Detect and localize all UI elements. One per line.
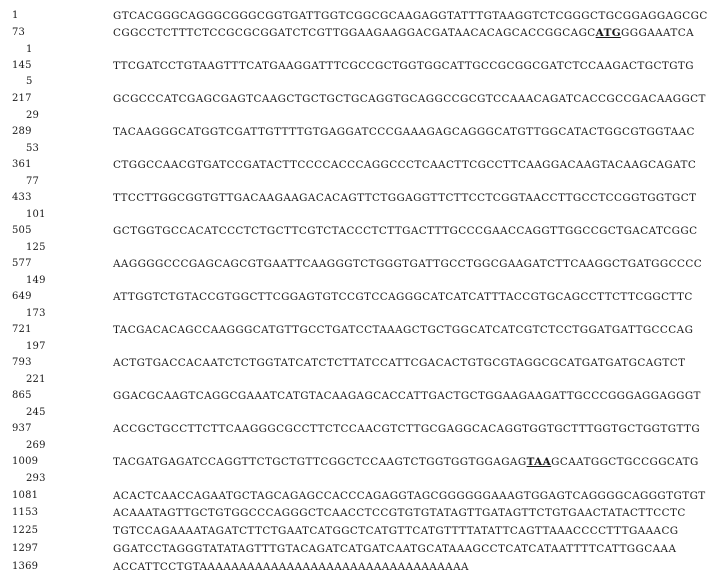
- sequence-segment: GGGAAATCA: [621, 27, 695, 39]
- nucleotide-sequence: GCGCCCATCGAGCGAGTCAAGCTGCTGCTGCAGGTGCAGGCCGCGTCCAAACAGATCACCGCCGACAAGGCT: [113, 93, 706, 105]
- nucleotide-sequence: TACAAGGGCATGGTCGATTGTTTTGTGAGGATCCCGAAAGAGCAGGGCATGTTGGCATACTGGCGTGGTAAC: [113, 126, 695, 138]
- residue-number: 5: [26, 76, 33, 87]
- nucleotide-sequence: GGATCCTAGGGTATATAGTTTGTACAGATCATGATCAATGCATAAAGCCTCATCATAATTTTCATTGGCAAA: [113, 543, 677, 555]
- nucleotide-sequence: GTCACGGGCAGGGCGGGCGGTGATTGGTCGGCGCAAGAGGTATTTGTAAGGTCTCGGGCTGCGGAGGAGCGC: [113, 10, 708, 22]
- position-number: 1369: [12, 561, 39, 572]
- sequence-segment: GCAATGGCTGCCGGCATG: [551, 456, 699, 468]
- residue-number: 197: [26, 341, 46, 352]
- residue-number: 173: [26, 308, 46, 319]
- residue-number: 125: [26, 242, 46, 253]
- nucleotide-sequence: GGACGCAAGTCAGGCGAAATCATGTACAAGAGCACCATTGACTGCTGGAAGAAGATTGCCCGGGAGGAGGGT: [113, 390, 701, 402]
- nucleotide-sequence: ACTGTGACCACAATCTCTGGTATCATCTCTTATCCATTCGACACTGTGCGTAGGCGCATGATGATGCAGTCT: [113, 357, 686, 369]
- nucleotide-sequence: TTCGATCCTGTAAGTTTCATGAAGGATTTCGCCGCTGGTGGCATTGCCGCGGCGATCTCCAAGACTGCTGTG: [113, 60, 694, 72]
- nucleotide-sequence: ATTGGTCTGTACCGTGGCTTCGGAGTGTCCGTCCAGGGCATCATCATTTACCGTGCAGCCTTCTTCGGCTTC: [113, 291, 693, 303]
- residue-number: 53: [26, 143, 40, 154]
- residue-number: 77: [26, 176, 40, 187]
- codon-highlight: TAA: [526, 456, 552, 468]
- codon-highlight: ATG: [595, 27, 622, 39]
- position-number: 721: [12, 324, 32, 335]
- residue-number: 269: [26, 440, 46, 451]
- nucleotide-sequence: ACAAATAGTTGCTGTGGCCCAGGGCTCAACCTCCGTGTGTATAGTTGATAGTTCTGTGAACTATACTTCCTC: [113, 507, 686, 519]
- nucleotide-sequence: ACCGCTGCCTTCTTCAAGGGCGCCTTCTCCAACGTCTTGCGAGGCACAGGTGGTGCTTTGGTGCTGGTGTTG: [113, 423, 701, 435]
- position-number: 145: [12, 60, 32, 71]
- position-number: 289: [12, 126, 32, 137]
- nucleotide-sequence: CTGGCCAACGTGATCCGATACTTCCCCACCCAGGCCCTCAACTTCGCCTTCAAGGACAAGTACAAGCAGATC: [113, 159, 697, 171]
- position-number: 1081: [12, 490, 39, 501]
- position-number: 1: [12, 10, 19, 21]
- position-number: 1009: [12, 456, 39, 467]
- nucleotide-sequence: ACACTCAACCAGAATGCTAGCAGAGCCACCCAGAGGTAGCGGGGGGAAAGTGGAGTCAGGGGCAGGGTGTGT: [113, 490, 706, 502]
- residue-number: 245: [26, 407, 46, 418]
- nucleotide-sequence: AAGGGGCCCGAGCAGCGTGAATTCAAGGGTCTGGGTGATTGCCTGGCGAAGATCTTCAAGGCTGATGGCCCC: [113, 258, 703, 270]
- position-number: 505: [12, 225, 32, 236]
- nucleotide-sequence: TACGACACAGCCAAGGGCATGTTGCCTGATCCTAAAGCTGCTGGCATCATCGTCTCCTGGATGATTGCCCAG: [113, 324, 694, 336]
- position-number: 361: [12, 159, 32, 170]
- position-number: 1297: [12, 543, 39, 554]
- residue-number: 29: [26, 110, 40, 121]
- position-number: 577: [12, 258, 32, 269]
- position-number: 217: [12, 93, 32, 104]
- nucleotide-sequence: TGTCCAGAAAATAGATCTTCTGAATCATGGCTCATGTTCATGTTTTATATTCAGTTAAACCCCTTTGAAACG: [113, 525, 679, 537]
- residue-number: 1: [26, 44, 33, 55]
- residue-number: 101: [26, 209, 46, 220]
- position-number: 433: [12, 192, 32, 203]
- residue-number: 149: [26, 275, 46, 286]
- sequence-segment: TACGATGAGATCCAGGTTCTGCTGTTCGGCTCCAAGTCTGGTGGTGGAGAG: [113, 456, 527, 468]
- position-number: 73: [12, 27, 26, 38]
- position-number: 793: [12, 357, 32, 368]
- nucleotide-sequence: GCTGGTGCCACATCCCTCTGCTTCGTCTACCCTCTTGACTTTGCCCGAACCAGGTTGGCCGCTGACATCGGC: [113, 225, 698, 237]
- position-number: 1153: [12, 507, 39, 518]
- sequence-segment: CGGCCTCTTTCTCCGCGCGGATCTCGTTGGAAGAAGGACGATAACACAGCACCGGCAGC: [113, 27, 596, 39]
- nucleotide-sequence: TTCCTTGGCGGTGTTGACAAGAAGACACAGTTCTGGAGGTTCTTCCTCGGTAACCTTGCCTCCGGTGGTGCT: [113, 192, 697, 204]
- position-number: 865: [12, 390, 32, 401]
- nucleotide-sequence: [113, 456, 699, 468]
- position-number: 937: [12, 423, 32, 434]
- position-number: 1225: [12, 525, 39, 536]
- nucleotide-sequence: [113, 27, 694, 39]
- residue-number: 221: [26, 374, 46, 385]
- residue-number: 293: [26, 473, 46, 484]
- position-number: 649: [12, 291, 32, 302]
- nucleotide-sequence: ACCATTCCTGTAAAAAAAAAAAAAAAAAAAAAAAAAAAAAAAAAA: [113, 561, 469, 573]
